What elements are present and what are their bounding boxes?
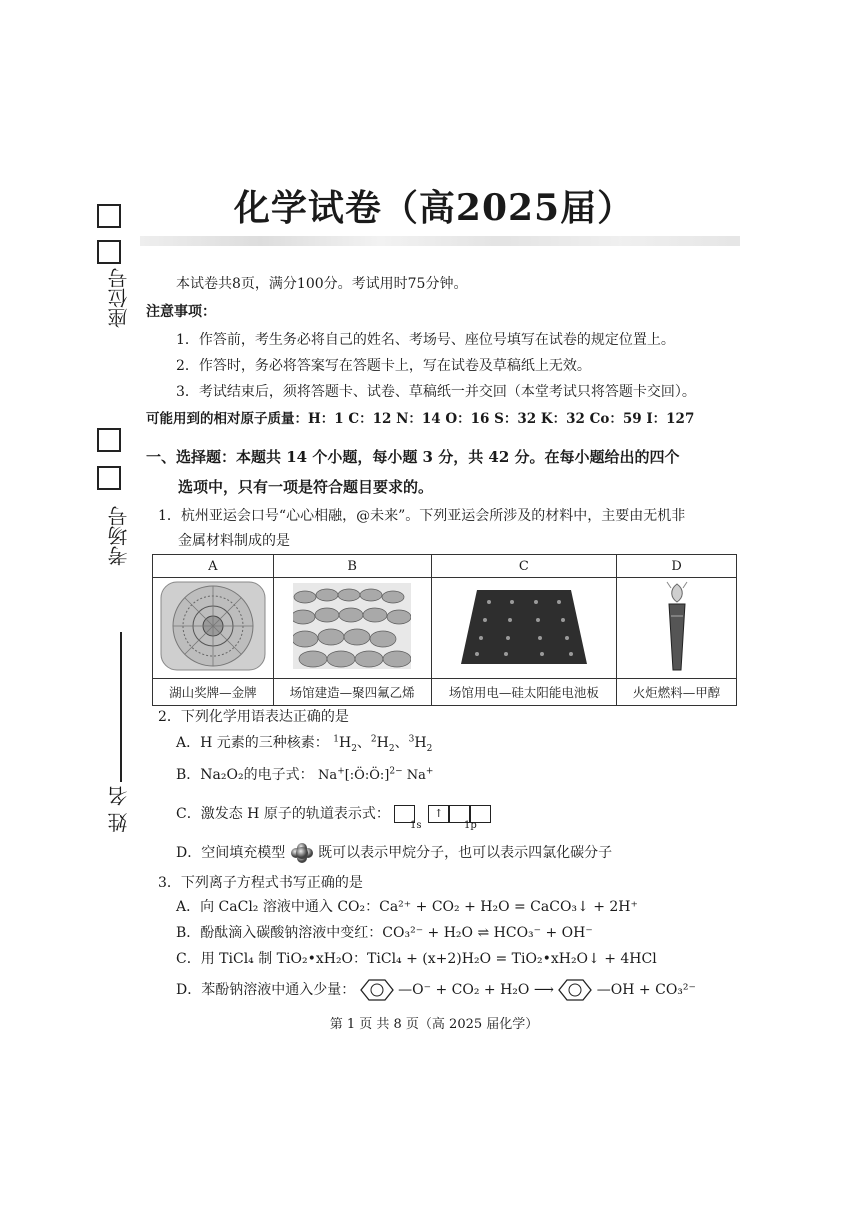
q3-stem: 3．下列离子方程式书写正确的是: [158, 875, 363, 891]
q1-option-c-letter: C: [431, 555, 617, 578]
faint-bleed-line: [140, 236, 740, 246]
q1-stem-line1: 1．杭州亚运会口号“心心相融，@未来”。下列亚运会所涉及的材料中，主要由无机非: [158, 508, 686, 524]
q1-option-b-image: [273, 578, 431, 679]
name-label: 姓 名: [107, 786, 131, 833]
q1-option-d-caption: 火炬燃料—甲醇: [617, 679, 737, 706]
q1-option-b-caption: 场馆建造—聚四氟乙烯: [273, 679, 431, 706]
room-box-2[interactable]: [97, 466, 121, 490]
q1-option-c-image: [431, 578, 617, 679]
q1-options-table: [152, 554, 737, 706]
q3-option-c: C．用 TiCl₄ 制 TiO₂•xH₂O：TiCl₄ + (x+2)H₂O = TiO₂•xH₂O↓ + 4HCl: [176, 951, 657, 967]
q3-option-d: [176, 978, 696, 1002]
q3-option-d-pre: D．苯酚钠溶液中通入少量：: [176, 982, 356, 998]
orbital-1p-box-1: ↑: [428, 805, 449, 823]
q1-option-b-letter: B: [273, 555, 431, 578]
section1-line1: 一、选择题：本题共 14 个小题，每小题 3 分，共 42 分。在每小题给出的四个: [146, 448, 680, 466]
space-filling-model-icon: [290, 843, 314, 863]
q2-stem: 2．下列化学用语表达正确的是: [158, 709, 349, 725]
notes-heading: 注意事项：: [146, 304, 216, 320]
q2-option-c-text: C．激发态 H 原子的轨道表示式：: [176, 806, 390, 822]
room-label: 考场号: [107, 506, 131, 566]
q1-option-a-image: [153, 578, 274, 679]
seat-box-2[interactable]: [97, 240, 121, 264]
q2-option-c: [176, 803, 491, 823]
note-item-2: 2．作答时，务必将答案写在答题卡上，写在试卷及草稿纸上无效。: [176, 358, 591, 374]
page-footer: 第 1 页 共 8 页（高 2025 届化学）: [329, 1017, 539, 1032]
q2-option-b-text: B．Na₂O₂的电子式：: [176, 767, 314, 783]
q1-stem-line2: 金属材料制成的是: [178, 533, 290, 549]
orbital-1p-label: 1p: [464, 820, 477, 831]
torch-image: [657, 580, 697, 672]
orbital-1s-label: 1s: [410, 820, 422, 831]
stadium-roof-image: [293, 583, 411, 669]
exam-title: 化学试卷（高2025届）: [233, 187, 635, 229]
gold-medal-image: [159, 580, 267, 672]
q3-option-d-post: —OH + CO₃²⁻: [596, 982, 696, 998]
q1-option-a-letter: A: [153, 555, 274, 578]
q2-option-d: [176, 842, 612, 863]
name-line[interactable]: [120, 632, 122, 782]
q3-option-b: B．酚酞滴入碳酸钠溶液中变红：CO₃²⁻ + H₂O ⇌ HCO₃⁻ + OH⁻: [176, 925, 593, 941]
q1-option-c-caption: 场馆用电—硅太阳能电池板: [431, 679, 617, 706]
q3-option-d-mid: —O⁻ + CO₂ + H₂O ⟶: [398, 982, 554, 998]
section1-line2: 选项中，只有一项是符合题目要求的。: [178, 478, 434, 496]
note-item-3: 3．考试结束后，须将答题卡、试卷、草稿纸一并交回（本堂考试只将答题卡交回）。: [176, 384, 696, 400]
q2-option-b-formula: Na+[:Ö:Ö:]$^{2-}$ Na+: [318, 766, 434, 783]
q1-option-a-caption: 湖山奖牌—金牌: [153, 679, 274, 706]
q2-option-a-formula: $^1H_2$、$^2H_2$、$^3H_2$: [333, 734, 433, 754]
q2-option-b: [176, 764, 433, 784]
q2-option-d-pre: D．空间填充模型: [176, 845, 286, 861]
q1-option-d-image: [617, 578, 737, 679]
room-box-1[interactable]: [97, 428, 121, 452]
q1-option-d-letter: D: [617, 555, 737, 578]
q3-option-a: A．向 CaCl₂ 溶液中通入 CO₂：Ca²⁺ + CO₂ + H₂O = CaCO₃↓ + 2H⁺: [176, 899, 638, 915]
benzene-ring-icon: [360, 978, 394, 1002]
intro-text: 本试卷共8页，满分100分。考试用时75分钟。: [176, 276, 468, 292]
q2-option-a-text: A．H 元素的三种核素：: [176, 735, 329, 751]
benzene-ring-icon: [558, 978, 592, 1002]
q2-option-a: [176, 732, 432, 754]
seat-label: 座位号: [107, 268, 131, 328]
q2-option-d-post: 既可以表示甲烷分子，也可以表示四氯化碳分子: [318, 845, 613, 861]
atomic-masses: 可能用到的相对原子质量：H：1 C：12 N：14 O：16 S：32 K：32 Co：59 I：127: [146, 411, 695, 427]
note-item-1: 1．作答前，考生务必将自己的姓名、考场号、座位号填写在试卷的规定位置上。: [176, 332, 675, 348]
solar-panel-image: [459, 584, 589, 668]
